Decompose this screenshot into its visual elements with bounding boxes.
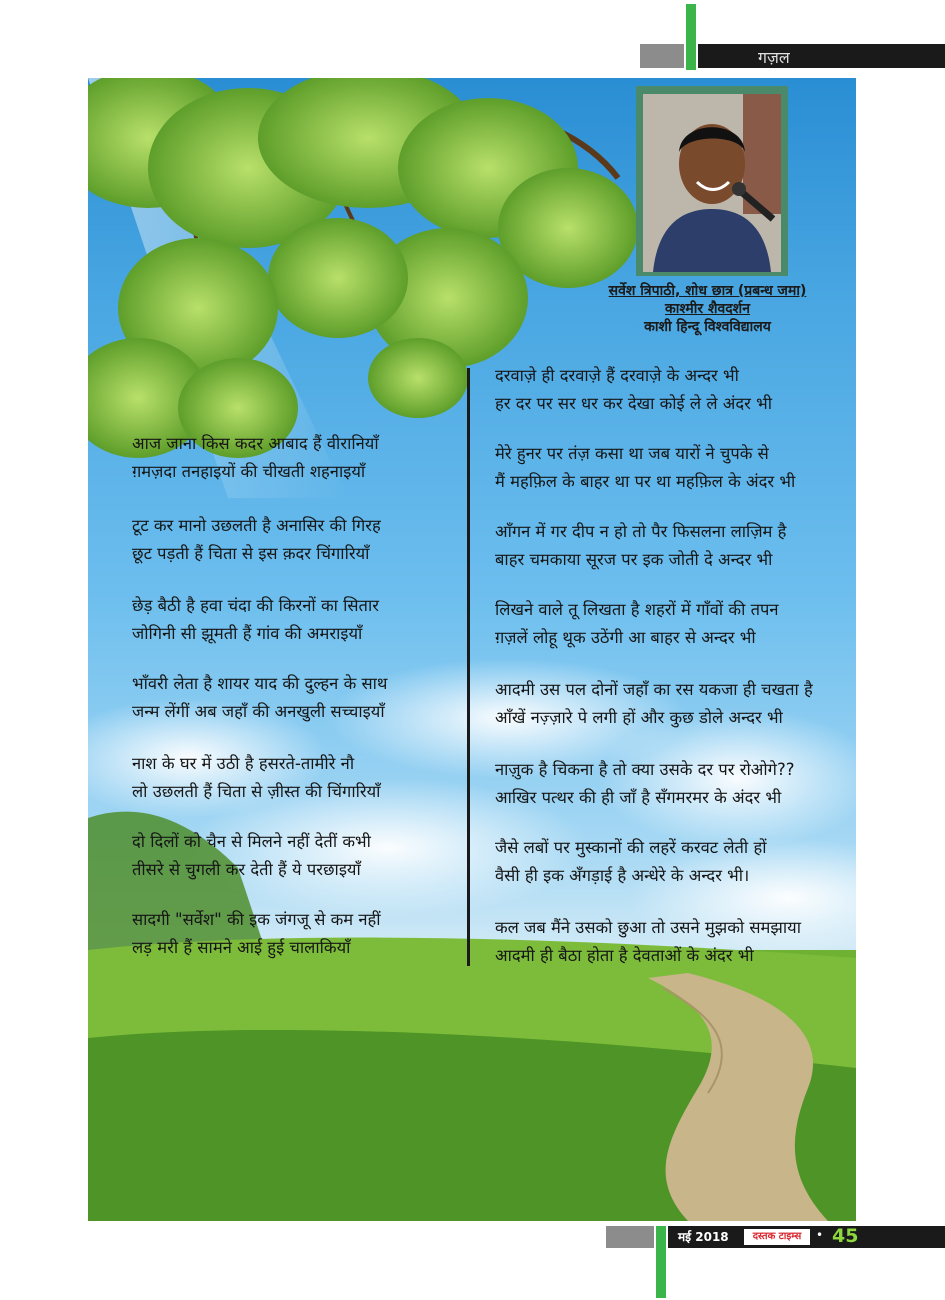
right-stanza bbox=[495, 518, 786, 574]
header-green-bar bbox=[686, 4, 696, 70]
author-university: काशी हिन्दू विश्वविद्यालय bbox=[644, 319, 771, 335]
left-stanza bbox=[132, 670, 387, 726]
right-stanza bbox=[495, 756, 794, 812]
footer-bullet: • bbox=[816, 1228, 824, 1242]
verse-line: आखिर पत्थर की ही जाँ है सँगमरमर के अंदर भी bbox=[495, 788, 782, 807]
verse-line: सादगी "सर्वेश" की इक जंगजू से कम नहीं bbox=[132, 910, 381, 929]
verse-line: मैं महफ़िल के बाहर था पर था महफ़िल के अंदर भी bbox=[495, 472, 796, 491]
verse-line: छूट पड़ती हैं चिता से इस क़दर चिंगारियाँ bbox=[132, 544, 370, 563]
verse-line: भाँवरी लेता है शायर याद की दुल्हन के साथ bbox=[132, 674, 388, 693]
verse-line: जन्म लेंगीं अब जहाँ की अनखुली सच्चाइयाँ bbox=[132, 702, 385, 721]
right-stanza bbox=[495, 362, 772, 418]
verse-line: लो उछलती हैं चिता से ज़ीस्त की चिंगारियाँ bbox=[132, 782, 381, 801]
verse-line: लड़ मरी हैं सामने आई हुई चालाकियाँ bbox=[132, 938, 351, 957]
verse-line: कल जब मैंने उसको छुआ तो उसने मुझको समझाया bbox=[495, 918, 802, 937]
author-name: सर्वेश त्रिपाठी, शोध छात्र (प्रबन्ध जमा) bbox=[608, 283, 807, 299]
verse-line: नाश के घर में उठी है हसरते-तामीरे नौ bbox=[132, 754, 355, 773]
left-stanza bbox=[132, 430, 379, 486]
section-title: गज़ल bbox=[758, 48, 790, 67]
verse-line: बाहर चमकाया सूरज पर इक जोती दे अन्दर भी bbox=[495, 550, 773, 569]
verse-line: टूट कर मानो उछलती है अनासिर की गिरह bbox=[132, 516, 381, 535]
verse-line: हर दर पर सर धर कर देखा कोई ले ले अंदर भी bbox=[495, 394, 772, 413]
author-credit bbox=[570, 282, 845, 336]
page-number: 45 bbox=[832, 1225, 859, 1247]
verse-line: वैसी ही इक अँगड़ाई है अन्धेरे के अन्दर भी। bbox=[495, 866, 750, 885]
author-subject: काश्मीर शैवदर्शन bbox=[665, 301, 750, 317]
verse-line: ग़ज़लें लोहू थूक उठेंगी आ बाहर से अन्दर भी bbox=[495, 628, 756, 647]
footer-grey-box bbox=[606, 1226, 654, 1248]
right-stanza bbox=[495, 914, 801, 970]
verse-line: जैसे लबों पर मुस्कानों की लहरें करवट लेती हों bbox=[495, 838, 767, 857]
left-stanza bbox=[132, 512, 381, 568]
verse-line: दरवाज़े ही दरवाज़े हैं दरवाज़े के अन्दर भी bbox=[495, 366, 739, 385]
header-grey-box bbox=[640, 44, 684, 68]
column-divider bbox=[467, 368, 470, 966]
poet-photo bbox=[643, 94, 781, 272]
left-stanza bbox=[132, 750, 380, 806]
header-black-bar bbox=[698, 44, 945, 68]
verse-line: आज जाना किस कदर आबाद हैं वीरानियाँ bbox=[132, 434, 379, 453]
verse-line: तीसरे से चुगली कर देती हैं ये परछाइयाँ bbox=[132, 860, 361, 879]
left-stanza bbox=[132, 828, 371, 884]
right-stanza bbox=[495, 440, 795, 496]
verse-line: आदमी ही बैठा होता है देवताओं के अंदर भी bbox=[495, 946, 754, 965]
verse-line: आँखें नज़्ज़ारे पे लगी हों और कुछ डोले अन्दर भी bbox=[495, 708, 783, 727]
verse-line: नाज़ुक है चिकना है तो क्या उसके दर पर रोओगे?? bbox=[495, 760, 795, 779]
verse-line: मेरे हुनर पर तंज़ कसा था जब यारों ने चुपके से bbox=[495, 444, 769, 463]
verse-line: आँगन में गर दीप न हो तो पैर फिसलना लाज़िम है bbox=[495, 522, 787, 541]
verse-line: लिखने वाले तू लिखता है शहरों में गाँवों की तपन bbox=[495, 600, 779, 619]
left-stanza bbox=[132, 592, 379, 648]
left-stanza bbox=[132, 906, 381, 962]
right-stanza bbox=[495, 596, 779, 652]
footer-green-bar bbox=[656, 1226, 666, 1298]
verse-line: जोगिनी सी झूमती हैं गांव की अमराइयाँ bbox=[132, 624, 363, 643]
verse-line: दो दिलों को चैन से मिलने नहीं देतीं कभी bbox=[132, 832, 371, 851]
verse-line: आदमी उस पल दोनों जहाँ का रस यकजा ही चखता है bbox=[495, 680, 813, 699]
issue-date: मई 2018 bbox=[678, 1230, 729, 1244]
verse-line: छेड़ बैठी है हवा चंदा की किरनों का सितार bbox=[132, 596, 379, 615]
right-stanza bbox=[495, 676, 813, 732]
right-stanza bbox=[495, 834, 766, 890]
verse-line: ग़मज़दा तनहाइयों की चीखती शहनाइयाँ bbox=[132, 462, 366, 481]
magazine-logo: दस्तक टाइम्स bbox=[744, 1229, 810, 1245]
